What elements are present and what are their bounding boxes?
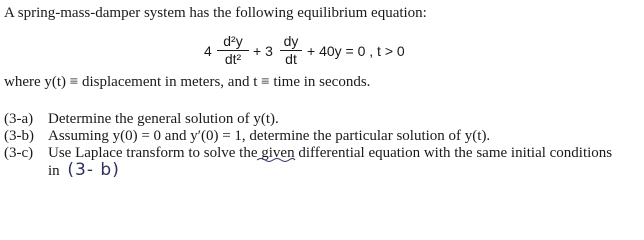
first-derivative-fraction bbox=[280, 34, 302, 67]
fraction-numerator: dy bbox=[283, 33, 299, 49]
part-label: (3-a) bbox=[4, 111, 34, 127]
question-part-b bbox=[4, 127, 490, 145]
question-part-c-continuation bbox=[48, 161, 120, 180]
equation-remainder: + 40y = 0 , t > 0 bbox=[307, 43, 405, 59]
handwritten-note: (3- b) bbox=[67, 160, 120, 180]
second-derivative-fraction bbox=[217, 34, 249, 67]
part-text: Assuming y(0) = 0 and y′(0) = 1, determine the particular solution of y(t). bbox=[48, 128, 491, 144]
fraction-numerator: d²y bbox=[223, 33, 243, 49]
handwritten-scribble-icon bbox=[256, 157, 296, 163]
part-label: (3-c) bbox=[4, 145, 34, 161]
part-label: (3-b) bbox=[4, 128, 34, 144]
differential-equation bbox=[204, 32, 444, 72]
intro-text: A spring-mass-damper system has the following equilibrium equation: bbox=[4, 5, 427, 21]
fraction-denominator: dt² bbox=[224, 51, 242, 67]
definitions-text: where y(t) ≡ displacement in meters, and t ≡ time in seconds. bbox=[4, 74, 371, 90]
part-text: Determine the general solution of y(t). bbox=[48, 111, 279, 127]
plus-three-term: + 3 bbox=[253, 43, 273, 59]
part-text: Use Laplace transform to solve the given differential equation with the same initial conditions bbox=[48, 145, 613, 161]
question-part-a bbox=[4, 110, 279, 128]
fraction-denominator: dt bbox=[285, 51, 297, 67]
coefficient-a: 4 bbox=[204, 43, 212, 59]
continuation-text: in bbox=[48, 163, 60, 179]
